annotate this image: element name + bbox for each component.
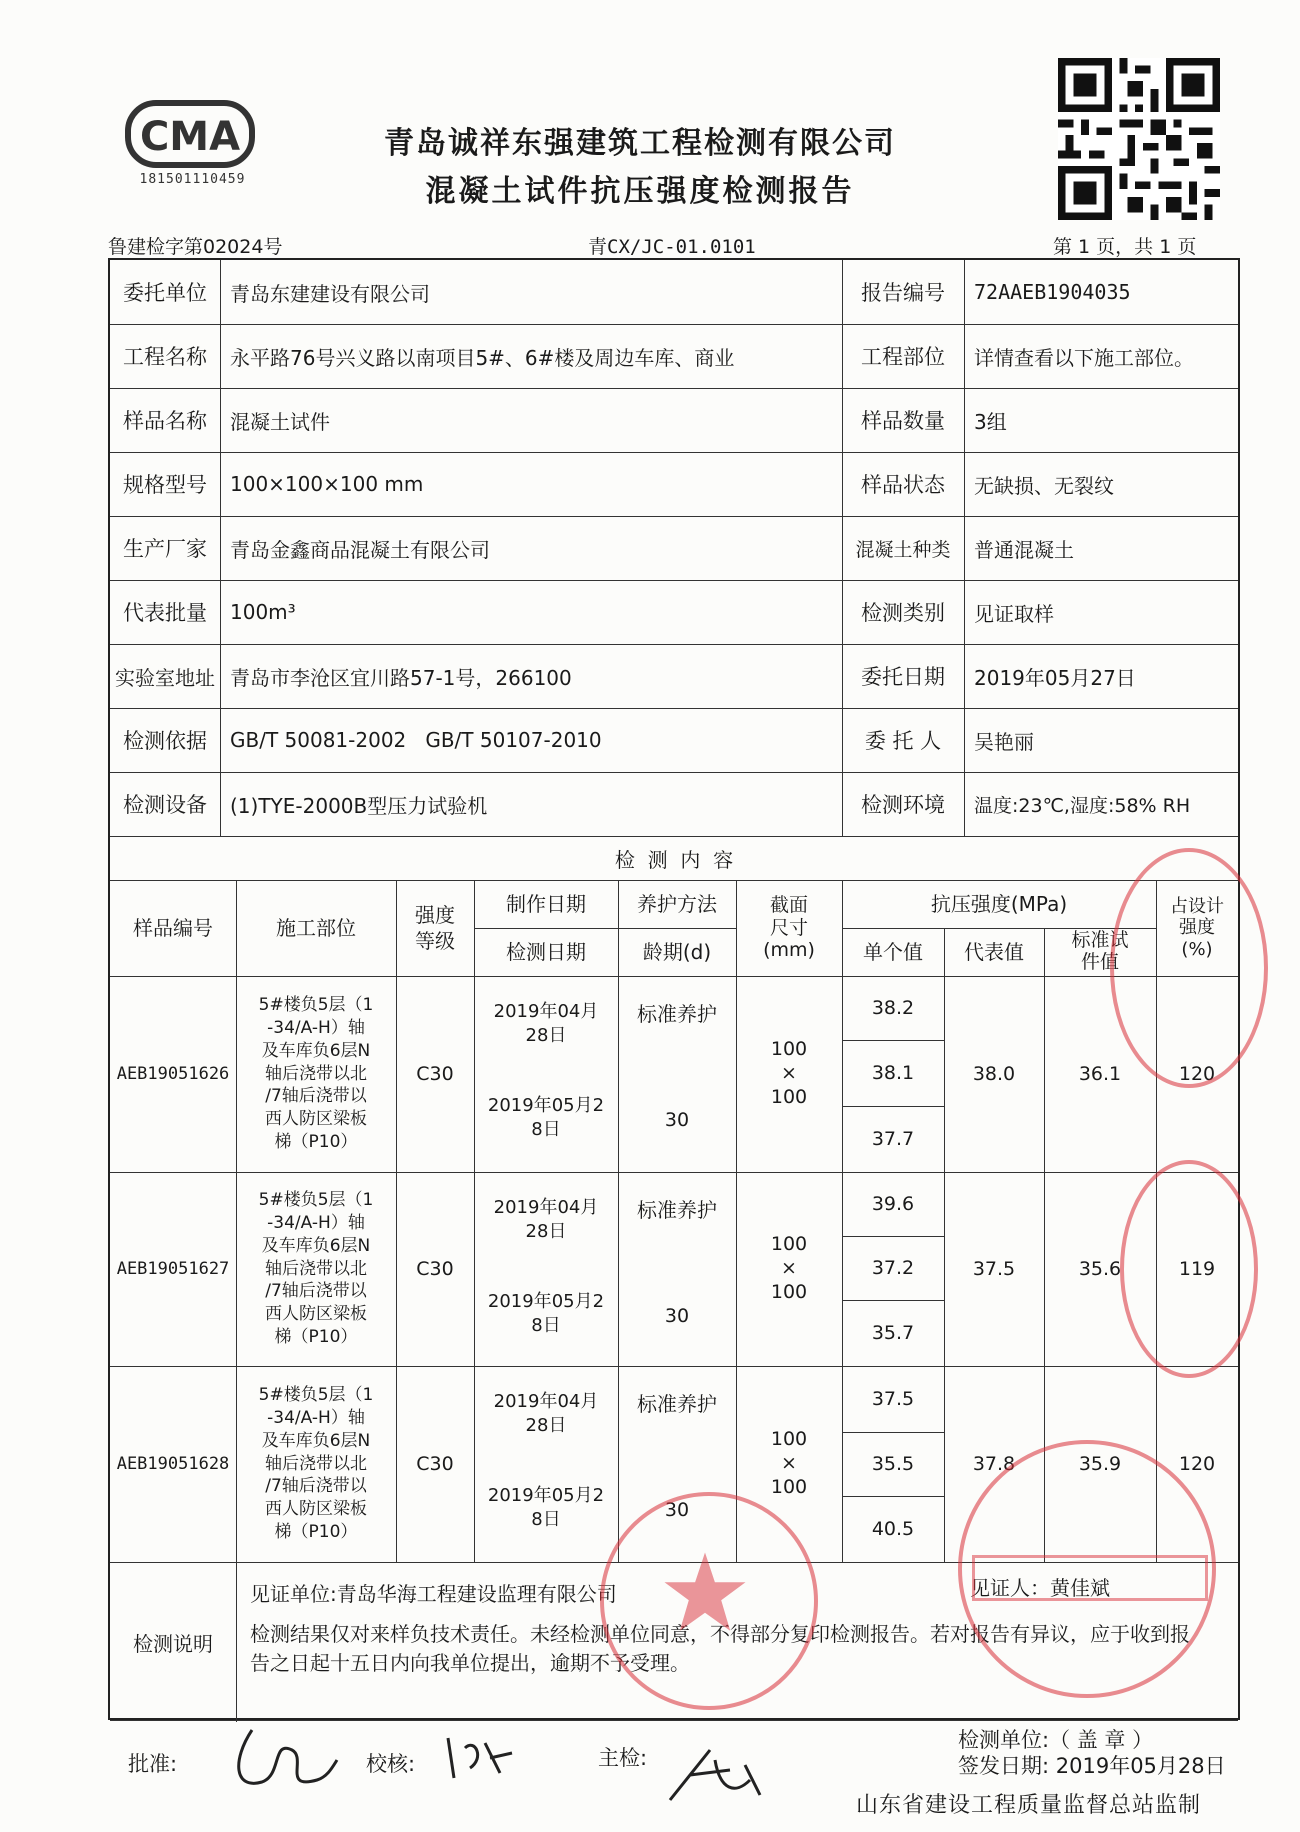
stamp-seal-icon: [1110, 848, 1268, 1088]
row3-single-2: 35.5: [871, 1452, 915, 1475]
env-label: 检测环境: [861, 793, 945, 817]
entrust-date-value: 2019年05月27日: [974, 665, 1136, 690]
test-unit: 检测单位:（ 盖 章 ）: [958, 1728, 1154, 1752]
header-test-date: 检测日期: [506, 940, 586, 964]
basis-value: GB/T 50081-2002 GB/T 50107-2010: [230, 728, 602, 752]
row3-represent: 37.8: [972, 1452, 1016, 1475]
issue-date: 签发日期: 2019年05月28日: [958, 1754, 1226, 1778]
row3-ratio: 120: [1178, 1452, 1216, 1475]
row2-section: 100 × 100: [770, 1233, 808, 1303]
sample-value: 混凝土试件: [230, 409, 330, 434]
row1-grade: C30: [416, 1062, 454, 1085]
row2-part: 5#楼负5层（1 -34/A-H）轴 及车库负6层N 轴后浇带以北 /7轴后浇带以 西人防区梁板 梯（P10）: [258, 1189, 374, 1348]
qty-label: 样品数量: [861, 409, 945, 433]
row1-single-3: 37.7: [871, 1127, 915, 1150]
company-name: 青岛诚祥东强建筑工程检测有限公司: [384, 126, 896, 161]
report-title: 混凝土试件抗压强度检测报告: [425, 174, 855, 209]
client-label: 委托单位: [123, 281, 207, 305]
row2-standard: 35.6: [1078, 1257, 1122, 1280]
cma-number: 181501110459: [139, 172, 246, 187]
row1-make-date: 2019年04月 28日: [493, 1000, 599, 1046]
row3-single-1: 37.5: [871, 1387, 915, 1410]
cma-logo-text: CMA: [139, 114, 241, 160]
row2-test-date: 2019年05月2 8日: [487, 1290, 605, 1336]
header-ratio: 占设计 强度 (%): [1170, 895, 1224, 960]
client-value: 青岛东建建设有限公司: [230, 281, 430, 306]
row3-grade: C30: [416, 1452, 454, 1475]
row2-single-3: 35.7: [871, 1321, 915, 1344]
lab-label: 实验室地址: [115, 665, 215, 690]
row1-standard: 36.1: [1078, 1062, 1122, 1085]
form-code: 青CX/JC-01.0101: [588, 236, 756, 258]
batch-label: 代表批量: [123, 601, 207, 625]
license-number: 鲁建检字第02024号: [108, 236, 283, 258]
row2-ratio: 119: [1178, 1257, 1216, 1280]
category-label: 检测类别: [861, 601, 945, 625]
page-info: 第 1 页，共 1 页: [1053, 236, 1197, 258]
maker-value: 青岛金鑫商品混凝土有限公司: [230, 537, 490, 562]
row2-grade: C30: [416, 1257, 454, 1280]
row1-single-1: 38.2: [871, 996, 915, 1019]
category-value: 见证取样: [974, 601, 1054, 626]
row2-age: 30: [664, 1304, 690, 1327]
project-label: 工程名称: [123, 345, 207, 369]
row3-age: 30: [664, 1498, 690, 1521]
row1-single-2: 38.1: [871, 1061, 915, 1084]
row1-part: 5#楼负5层（1 -34/A-H）轴 及车库负6层N 轴后浇带以北 /7轴后浇带以 西人防区梁板 梯（P10）: [258, 994, 374, 1153]
review-label: 校核:: [366, 1752, 416, 1776]
header-strength: 抗压强度(MPa): [930, 892, 1068, 916]
entruster-label: 委 托 人: [864, 729, 942, 753]
header-curing: 养护方法: [637, 892, 717, 916]
row3-part: 5#楼负5层（1 -34/A-H）轴 及车库负6层N 轴后浇带以北 /7轴后浇带以 西人防区梁板 梯（P10）: [258, 1384, 374, 1543]
header-make-date: 制作日期: [506, 892, 586, 916]
header-sample-no: 样品编号: [133, 916, 213, 940]
chief-label: 主检:: [598, 1746, 648, 1770]
notes-statement: 检测结果仅对来样负技术责任。未经检测单位同意，不得部分复印检测报告。若对报告有异议，应于收到报告之日起十五日内向我单位提出，逾期不予受理。: [250, 1622, 1190, 1675]
stamp-seal-icon: [1120, 1160, 1258, 1378]
row2-make-date: 2019年04月 28日: [493, 1196, 599, 1242]
part-label: 工程部位: [861, 345, 945, 369]
header-represent: 代表值: [964, 940, 1024, 964]
row1-sample-no: AEB19051626: [116, 1063, 230, 1084]
row2-represent: 37.5: [972, 1257, 1016, 1280]
header-section: 截面 尺寸 (mm): [763, 893, 815, 962]
maker-label: 生产厂家: [123, 537, 207, 561]
lab-value: 青岛市李沧区宜川路57-1号，266100: [230, 665, 572, 690]
row3-standard: 35.9: [1078, 1452, 1122, 1475]
row3-make-date: 2019年04月 28日: [493, 1390, 599, 1436]
entrust-date-label: 委托日期: [861, 665, 945, 689]
row3-single-3: 40.5: [871, 1517, 915, 1540]
header-grade: 强度 等级: [415, 903, 455, 953]
project-value: 永平路76号兴义路以南项目5#、6#楼及周边车库、商业: [230, 345, 735, 370]
row3-test-date: 2019年05月2 8日: [487, 1484, 605, 1530]
header-part: 施工部位: [276, 916, 356, 940]
concrete-type-value: 普通混凝土: [974, 537, 1074, 562]
env-value: 温度:23℃,湿度:58% RH: [974, 794, 1191, 817]
state-value: 无缺损、无裂纹: [974, 473, 1114, 498]
qty-value: 3组: [974, 409, 1007, 434]
header-standard: 标准试 件值: [1071, 929, 1129, 973]
qr-code-icon: [1058, 58, 1220, 220]
concrete-type-label: 混凝土种类: [855, 538, 951, 561]
seal-star-icon: [660, 1548, 750, 1638]
row1-test-date: 2019年05月2 8日: [487, 1094, 605, 1140]
approver-signature-icon: [222, 1720, 342, 1800]
row2-sample-no: AEB19051627: [116, 1258, 230, 1279]
row1-curing: 标准养护: [637, 1002, 717, 1026]
approve-label: 批准:: [128, 1752, 178, 1776]
row3-section: 100 × 100: [770, 1428, 808, 1498]
row3-sample-no: AEB19051628: [116, 1453, 230, 1474]
spec-label: 规格型号: [123, 473, 207, 497]
header-single: 单个值: [863, 940, 923, 964]
row2-single-2: 37.2: [871, 1256, 915, 1279]
report-no-label: 报告编号: [861, 281, 945, 305]
row1-represent: 38.0: [972, 1062, 1016, 1085]
entruster-value: 吴艳丽: [974, 729, 1034, 754]
witness-unit: 见证单位:青岛华海工程建设监理有限公司: [250, 1582, 617, 1606]
inspector-signature-icon: [660, 1740, 770, 1810]
row1-ratio: 120: [1178, 1062, 1216, 1085]
notes-label: 检测说明: [133, 1631, 213, 1656]
row2-single-1: 39.6: [871, 1192, 915, 1215]
basis-label: 检测依据: [123, 729, 207, 753]
equipment-label: 检测设备: [123, 793, 207, 817]
witness-person: 见证人：黄佳斌: [970, 1576, 1110, 1600]
part-value: 详情查看以下施工部位。: [974, 345, 1194, 370]
row1-age: 30: [664, 1108, 690, 1131]
report-no-value: 72AAEB1904035: [974, 280, 1131, 304]
reviewer-signature-icon: [440, 1728, 520, 1788]
row3-curing: 标准养护: [637, 1392, 717, 1416]
header-age: 龄期(d): [642, 940, 712, 964]
row2-curing: 标准养护: [637, 1198, 717, 1222]
equipment-value: (1)TYE-2000B型压力试验机: [230, 793, 488, 818]
seal-inner-box-icon: [972, 1555, 1208, 1601]
content-title: 检 测 内 容: [614, 847, 734, 872]
row1-section: 100 × 100: [770, 1038, 808, 1108]
sample-label: 样品名称: [123, 409, 207, 433]
spec-value: 100×100×100 mm: [230, 472, 424, 496]
supervisor-label: 山东省建设工程质量监督总站监制: [856, 1793, 1202, 1818]
batch-value: 100m³: [230, 600, 296, 624]
state-label: 样品状态: [861, 473, 945, 497]
